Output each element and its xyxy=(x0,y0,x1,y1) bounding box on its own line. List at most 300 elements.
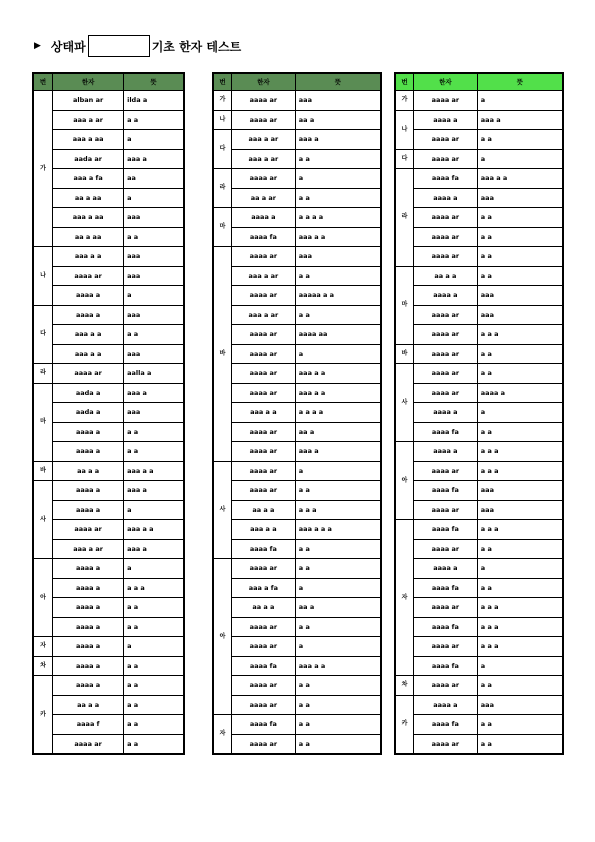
table-row xyxy=(213,617,381,637)
meaning-cell: a xyxy=(477,656,563,676)
column-header: 뜻 xyxy=(477,73,563,91)
hanja-cell: aaaa ar xyxy=(413,91,477,111)
hanja-cell: aaaa a xyxy=(413,188,477,208)
meaning-cell: aaa xyxy=(477,305,563,325)
hanja-cell: aada a xyxy=(53,383,124,403)
table-row xyxy=(213,110,381,130)
meaning-cell: a xyxy=(477,559,563,579)
table-row xyxy=(33,130,184,150)
meaning-cell: a a xyxy=(124,110,184,130)
meaning-cell: aaaaa a a xyxy=(295,286,381,306)
table-row xyxy=(213,305,381,325)
meaning-cell: aaa a xyxy=(124,149,184,169)
meaning-cell: aaaa a xyxy=(477,383,563,403)
hanja-cell: aaaa a xyxy=(413,110,477,130)
meaning-cell: aaa xyxy=(477,481,563,501)
table-row xyxy=(213,578,381,598)
meaning-cell: a a xyxy=(295,734,381,754)
hanja-cell: aaa a a xyxy=(53,247,124,267)
table-row xyxy=(33,695,184,715)
meaning-cell: a a xyxy=(124,676,184,696)
group-label: 차 xyxy=(395,676,413,696)
table-row xyxy=(33,344,184,364)
table-row xyxy=(213,247,381,267)
hanja-cell: aaaa a xyxy=(413,286,477,306)
table-row xyxy=(213,442,381,462)
hanja-cell: aaaa a xyxy=(53,500,124,520)
table-row xyxy=(33,305,184,325)
hanja-cell: aaaa ar xyxy=(413,539,477,559)
group-label: 마 xyxy=(33,383,53,461)
hanja-cell: aaaa ar xyxy=(413,305,477,325)
hanja-cell: aaaa a xyxy=(413,695,477,715)
meaning-cell: aaa a a xyxy=(295,656,381,676)
hanja-cell: aaaa a xyxy=(413,403,477,423)
meaning-cell: a xyxy=(124,559,184,579)
meaning-cell: a a xyxy=(124,227,184,247)
table-row xyxy=(33,481,184,501)
meaning-cell: a xyxy=(124,637,184,657)
table-row xyxy=(395,188,563,208)
meaning-cell: aaa a a xyxy=(124,520,184,540)
meaning-cell: a a xyxy=(477,208,563,228)
group-label: 바 xyxy=(395,344,413,364)
table-row xyxy=(33,364,184,384)
column-header: 뜻 xyxy=(124,73,184,91)
hanja-cell: aaa a ar xyxy=(231,149,295,169)
table-row xyxy=(33,598,184,618)
meaning-cell: a a a xyxy=(295,500,381,520)
hanja-cell: aaaa ar xyxy=(231,364,295,384)
table-row xyxy=(213,188,381,208)
table-row xyxy=(395,559,563,579)
table-row xyxy=(33,169,184,189)
hanja-cell: aaaa a xyxy=(53,305,124,325)
header-title: 기초 한자 테스트 xyxy=(151,39,242,54)
table-row xyxy=(33,383,184,403)
table-row xyxy=(33,266,184,286)
table-row xyxy=(395,325,563,345)
meaning-cell: a xyxy=(295,169,381,189)
meaning-cell: a a xyxy=(295,149,381,169)
table-row xyxy=(33,403,184,423)
header-prefix: 상태파 xyxy=(50,39,86,54)
hanja-cell: aaaa ar xyxy=(231,422,295,442)
table-row xyxy=(395,383,563,403)
meaning-cell: aaa a xyxy=(295,130,381,150)
meaning-cell: a a xyxy=(477,266,563,286)
meaning-cell: aa a xyxy=(295,110,381,130)
hanja-cell: aaa a fa xyxy=(231,578,295,598)
hanja-cell: aaa a aa xyxy=(53,208,124,228)
hanja-cell: aaaa ar xyxy=(413,500,477,520)
meaning-cell: a a xyxy=(295,539,381,559)
meaning-cell: aaa xyxy=(124,403,184,423)
hanja-cell: aaaa fa xyxy=(231,227,295,247)
table-row xyxy=(33,208,184,228)
hanja-cell: aaaa ar xyxy=(231,617,295,637)
column-header: 한자 xyxy=(231,73,295,91)
hanja-cell: aaaa ar xyxy=(231,461,295,481)
meaning-cell: aaa xyxy=(295,91,381,111)
meaning-cell: a xyxy=(295,461,381,481)
hanja-cell: aaaa ar xyxy=(413,227,477,247)
table-row xyxy=(395,286,563,306)
column-header: 번 xyxy=(395,73,413,91)
hanja-cell: aaaa ar xyxy=(413,130,477,150)
table-row xyxy=(213,364,381,384)
table-row xyxy=(33,500,184,520)
group-label: 차 xyxy=(33,656,53,676)
hanja-cell: aaaa ar xyxy=(231,481,295,501)
table-row xyxy=(33,637,184,657)
meaning-cell: a xyxy=(295,578,381,598)
hanja-cell: aaaa ar xyxy=(231,734,295,754)
hanja-cell: aaaa ar xyxy=(413,461,477,481)
hanja-cell: aaaa ar xyxy=(231,442,295,462)
meaning-cell: a a a xyxy=(477,461,563,481)
table-row xyxy=(213,266,381,286)
meaning-cell: aa a xyxy=(295,422,381,442)
table-row xyxy=(33,110,184,130)
table-row xyxy=(395,598,563,618)
meaning-cell: a a xyxy=(477,715,563,735)
table-row xyxy=(395,637,563,657)
hanja-cell: aaaa ar xyxy=(231,286,295,306)
hanja-cell: aaaa ar xyxy=(53,364,124,384)
table-row xyxy=(395,247,563,267)
meaning-cell: aaa a a xyxy=(477,169,563,189)
hanja-cell: aaaa fa xyxy=(231,656,295,676)
column-header: 한자 xyxy=(413,73,477,91)
column-header: 뜻 xyxy=(295,73,381,91)
table-row xyxy=(33,676,184,696)
table-row xyxy=(395,500,563,520)
table-row xyxy=(213,559,381,579)
table-row xyxy=(213,481,381,501)
meaning-cell: aa a xyxy=(295,598,381,618)
meaning-cell: a a xyxy=(477,247,563,267)
hanja-cell: aaaa a xyxy=(231,208,295,228)
hanja-cell: aaaa fa xyxy=(413,169,477,189)
hanja-cell: aaaa a xyxy=(413,559,477,579)
hanja-cell: aaaa fa xyxy=(413,656,477,676)
meaning-cell: a xyxy=(124,286,184,306)
table-row xyxy=(33,227,184,247)
table-row xyxy=(33,539,184,559)
table-row xyxy=(213,461,381,481)
hanja-cell: aaa a aa xyxy=(53,130,124,150)
meaning-cell: aaa a a xyxy=(124,461,184,481)
hanja-cell: aa a aa xyxy=(53,227,124,247)
meaning-cell: a a a a xyxy=(295,403,381,423)
hanja-cell: aaaa fa xyxy=(413,481,477,501)
meaning-cell: a a xyxy=(295,305,381,325)
table-row xyxy=(33,559,184,579)
meaning-cell: aalla a xyxy=(124,364,184,384)
hanja-cell: aaa a ar xyxy=(53,539,124,559)
meaning-cell: a a xyxy=(124,422,184,442)
meaning-cell: aaa xyxy=(124,305,184,325)
table-row xyxy=(395,149,563,169)
table-row xyxy=(213,637,381,657)
meaning-cell: a xyxy=(477,403,563,423)
table-row xyxy=(213,715,381,735)
meaning-cell: a a xyxy=(477,364,563,384)
table-row xyxy=(395,578,563,598)
group-label: 라 xyxy=(33,364,53,384)
group-label: 마 xyxy=(213,208,231,247)
table-row xyxy=(395,539,563,559)
hanja-cell: aaaa ar xyxy=(413,676,477,696)
meaning-cell: a xyxy=(477,91,563,111)
hanja-cell: aaaa ar xyxy=(413,208,477,228)
table-row xyxy=(395,91,563,111)
group-label: 나 xyxy=(33,247,53,306)
table-row xyxy=(33,715,184,735)
meaning-cell: aaa a xyxy=(124,539,184,559)
hanja-cell: aa a aa xyxy=(53,188,124,208)
meaning-cell: a a a a xyxy=(295,208,381,228)
hanja-cell: aaaa ar xyxy=(53,266,124,286)
table-row xyxy=(33,247,184,267)
hanja-cell: aaaa a xyxy=(53,578,124,598)
group-label: 다 xyxy=(213,130,231,169)
group-label: 나 xyxy=(395,110,413,149)
table-row xyxy=(213,149,381,169)
meaning-cell: aaa a xyxy=(124,383,184,403)
group-label: 마 xyxy=(395,266,413,344)
meaning-cell: a a xyxy=(124,734,184,754)
group-label: 바 xyxy=(33,461,53,481)
meaning-cell: a xyxy=(124,500,184,520)
meaning-cell: a a xyxy=(477,344,563,364)
group-label: 가 xyxy=(213,91,231,111)
group-label: 나 xyxy=(213,110,231,130)
meaning-cell: aaa a xyxy=(124,481,184,501)
meaning-cell: a a xyxy=(124,598,184,618)
hanja-cell: aaaa a xyxy=(53,656,124,676)
meaning-cell: a a a xyxy=(477,325,563,345)
meaning-cell: a a xyxy=(124,715,184,735)
hanja-cell: alban ar xyxy=(53,91,124,111)
table-row xyxy=(395,461,563,481)
bullet-icon: ▶ xyxy=(34,41,41,51)
table-row xyxy=(395,266,563,286)
table-row xyxy=(395,364,563,384)
meaning-cell: aa xyxy=(124,169,184,189)
table-row xyxy=(33,734,184,754)
meaning-cell: aaa xyxy=(124,247,184,267)
meaning-cell: aaa a a xyxy=(295,383,381,403)
meaning-cell: a a xyxy=(295,559,381,579)
table-row xyxy=(213,286,381,306)
meaning-cell: aaa a xyxy=(295,442,381,462)
hanja-cell: aaaa a xyxy=(53,598,124,618)
table-row xyxy=(395,344,563,364)
table-row xyxy=(33,286,184,306)
hanja-cell: aaaa fa xyxy=(413,578,477,598)
hanja-cell: aaaa ar xyxy=(53,520,124,540)
word-table-1 xyxy=(32,72,185,755)
group-label: 가 xyxy=(33,91,53,247)
group-label: 카 xyxy=(395,695,413,754)
table-row xyxy=(395,734,563,754)
meaning-cell: a a xyxy=(124,617,184,637)
meaning-cell: aaa a a xyxy=(295,227,381,247)
table-row xyxy=(213,539,381,559)
table-row xyxy=(213,91,381,111)
group-label: 아 xyxy=(213,559,231,715)
meaning-cell: a a xyxy=(124,656,184,676)
meaning-cell: a a xyxy=(295,481,381,501)
table-row xyxy=(33,578,184,598)
table-row xyxy=(395,227,563,247)
table-row xyxy=(213,520,381,540)
meaning-cell: aaa xyxy=(124,344,184,364)
table-row xyxy=(213,130,381,150)
hanja-cell: aa a a xyxy=(413,266,477,286)
group-label: 자 xyxy=(395,520,413,676)
hanja-cell: aaaa fa xyxy=(413,520,477,540)
group-label: 다 xyxy=(33,305,53,364)
hanja-cell: aaaa a xyxy=(53,637,124,657)
meaning-cell: a a xyxy=(295,695,381,715)
hanja-cell: aaaa fa xyxy=(231,539,295,559)
group-label: 자 xyxy=(33,637,53,657)
meaning-cell: a a xyxy=(477,227,563,247)
hanja-cell: aa a a xyxy=(53,461,124,481)
meaning-cell: a a xyxy=(477,422,563,442)
meaning-cell: a a a xyxy=(477,617,563,637)
table-row xyxy=(395,656,563,676)
table-row xyxy=(395,481,563,501)
hanja-cell: aaaa ar xyxy=(231,110,295,130)
group-label: 카 xyxy=(33,676,53,755)
name-blank-box[interactable] xyxy=(88,35,150,57)
table-row xyxy=(33,149,184,169)
hanja-cell: aaaa ar xyxy=(231,344,295,364)
word-table-2 xyxy=(212,72,382,755)
group-label: 자 xyxy=(213,715,231,755)
table-row xyxy=(395,715,563,735)
group-label: 라 xyxy=(213,169,231,208)
hanja-cell: aaa a a xyxy=(231,403,295,423)
column-header: 번 xyxy=(213,73,231,91)
hanja-cell: aaaa a xyxy=(53,559,124,579)
group-label: 아 xyxy=(395,442,413,520)
worksheet-header xyxy=(34,34,241,58)
table-header-row xyxy=(395,73,563,91)
table-row xyxy=(395,695,563,715)
hanja-cell: aa a a xyxy=(53,695,124,715)
table-row xyxy=(395,403,563,423)
meaning-cell: aaa xyxy=(477,286,563,306)
hanja-cell: aada ar xyxy=(53,149,124,169)
hanja-cell: aaaa ar xyxy=(413,247,477,267)
hanja-cell: aaaa ar xyxy=(231,559,295,579)
group-label: 사 xyxy=(33,481,53,559)
table-row xyxy=(395,110,563,130)
table-header-row xyxy=(213,73,381,91)
table-row xyxy=(395,676,563,696)
group-label: 다 xyxy=(395,149,413,169)
hanja-cell: aaaa a xyxy=(53,481,124,501)
meaning-cell: aaa xyxy=(477,695,563,715)
table-row xyxy=(213,227,381,247)
meaning-cell: a a xyxy=(477,539,563,559)
meaning-cell: aaa a a a xyxy=(295,520,381,540)
hanja-cell: aaa a fa xyxy=(53,169,124,189)
meaning-cell: aaa a a xyxy=(295,364,381,384)
hanja-cell: aaaa ar xyxy=(413,637,477,657)
hanja-cell: aaa a ar xyxy=(53,110,124,130)
table-row xyxy=(33,442,184,462)
hanja-cell: aaaa a xyxy=(53,617,124,637)
meaning-cell: a xyxy=(477,149,563,169)
hanja-cell: aaaa ar xyxy=(231,91,295,111)
table-row xyxy=(213,676,381,696)
hanja-cell: aa a a xyxy=(231,500,295,520)
hanja-cell: aaaa ar xyxy=(413,383,477,403)
table-row xyxy=(395,442,563,462)
table-header-row xyxy=(33,73,184,91)
hanja-cell: aaaa ar xyxy=(53,734,124,754)
hanja-cell: aaa a a xyxy=(53,325,124,345)
meaning-cell: a xyxy=(124,188,184,208)
hanja-cell: aaaa ar xyxy=(231,247,295,267)
meaning-cell: aaa xyxy=(295,247,381,267)
hanja-cell: aaaa fa xyxy=(413,715,477,735)
meaning-cell: a a xyxy=(124,325,184,345)
meaning-cell: aaaa aa xyxy=(295,325,381,345)
meaning-cell: ilda a xyxy=(124,91,184,111)
group-label: 가 xyxy=(395,91,413,111)
meaning-cell: a a a xyxy=(124,578,184,598)
meaning-cell: a a a xyxy=(477,637,563,657)
table-row xyxy=(33,422,184,442)
hanja-cell: aada a xyxy=(53,403,124,423)
meaning-cell: a xyxy=(295,344,381,364)
hanja-cell: aa a ar xyxy=(231,188,295,208)
table-row xyxy=(213,325,381,345)
column-header: 한자 xyxy=(53,73,124,91)
hanja-cell: aaaa ar xyxy=(413,364,477,384)
meaning-cell: a a xyxy=(295,676,381,696)
hanja-cell: aa a a xyxy=(231,598,295,618)
hanja-cell: aaaa ar xyxy=(413,734,477,754)
table-row xyxy=(395,305,563,325)
meaning-cell: a a xyxy=(295,715,381,735)
hanja-cell: aaaa fa xyxy=(413,422,477,442)
hanja-cell: aaaa ar xyxy=(413,598,477,618)
table-row xyxy=(33,461,184,481)
table-row xyxy=(33,325,184,345)
group-label: 바 xyxy=(213,247,231,462)
meaning-cell: a a xyxy=(124,442,184,462)
table-row xyxy=(395,617,563,637)
table-row xyxy=(395,422,563,442)
meaning-cell: a xyxy=(124,130,184,150)
meaning-cell: aaa xyxy=(477,188,563,208)
meaning-cell: a xyxy=(295,637,381,657)
meaning-cell: aaa xyxy=(124,266,184,286)
group-label: 사 xyxy=(395,364,413,442)
meaning-cell: a a xyxy=(295,188,381,208)
hanja-cell: aaaa a xyxy=(53,676,124,696)
meaning-cell: a a a xyxy=(477,442,563,462)
hanja-cell: aaaa a xyxy=(53,442,124,462)
